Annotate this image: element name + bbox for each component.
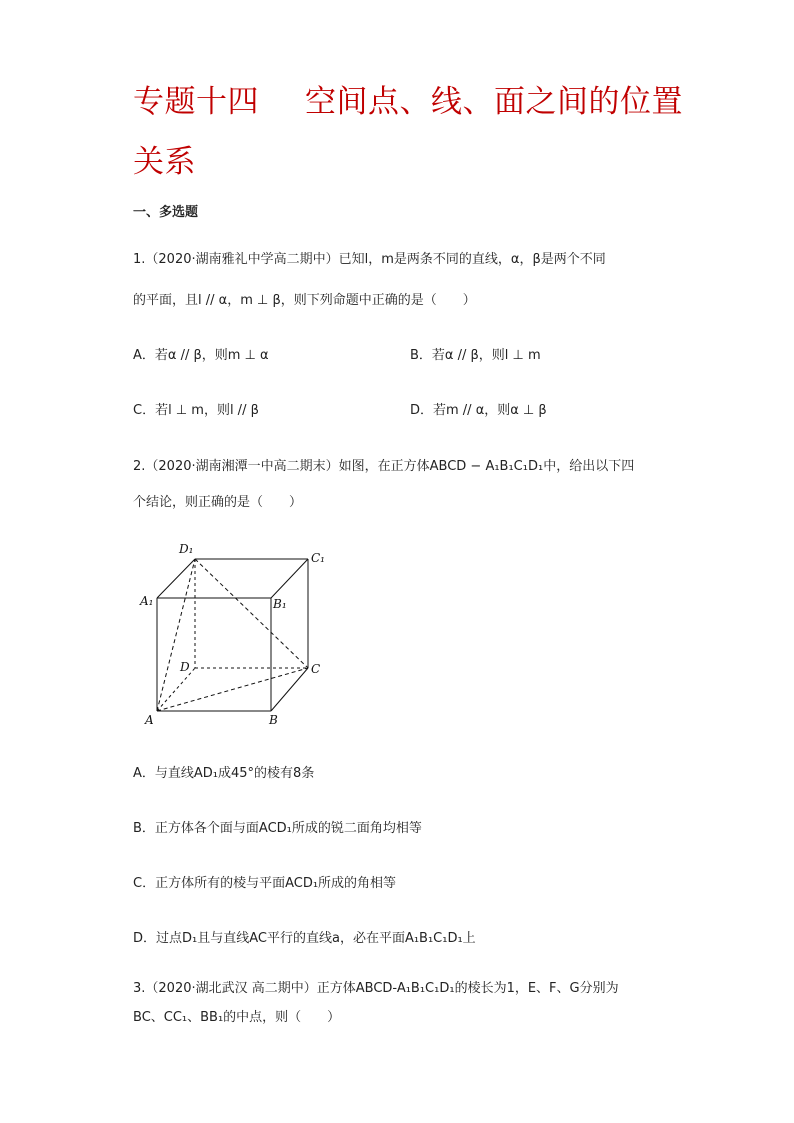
section-heading: 一、多选题 bbox=[133, 205, 199, 220]
q1-option-c: C．若l ⊥ m，则l // β bbox=[133, 403, 259, 418]
vertex-label-a1: A₁ bbox=[140, 594, 154, 608]
q2-option-a: A．与直线AD₁成45°的棱有8条 bbox=[133, 766, 315, 781]
cube-figure bbox=[138, 535, 338, 730]
vertex-label-a: A bbox=[145, 713, 154, 727]
q1-option-d: D．若m // α，则α ⊥ β bbox=[410, 403, 547, 418]
vertex-label-c1: C₁ bbox=[311, 551, 325, 565]
q3-stem-line1: 3.（2020·湖北武汉 高二期中）正方体ABCD-A₁B₁C₁D₁的棱长为1，E、F、G分别为 bbox=[133, 981, 619, 996]
page-title bbox=[133, 76, 683, 121]
edge-bc bbox=[271, 668, 308, 711]
title-topic-name: 空间点、线、面之间的位置 bbox=[305, 84, 683, 120]
vertex-label-d: D bbox=[180, 660, 190, 674]
vertex-label-b: B bbox=[269, 713, 278, 727]
segment-ad1 bbox=[157, 559, 195, 711]
q1-stem-line2: 的平面，且l // α，m ⊥ β，则下列命题中正确的是（ ） bbox=[133, 293, 476, 308]
segment-ac bbox=[157, 668, 308, 711]
q3-stem-line2: BC、CC₁、BB₁的中点，则（ ） bbox=[133, 1010, 341, 1025]
q1-stem-line1: 1.（2020·湖南雅礼中学高二期中）已知l，m是两条不同的直线，α，β是两个不同 bbox=[133, 252, 606, 267]
vertex-label-b1: B₁ bbox=[273, 597, 287, 611]
page-title-continued: 关系 bbox=[133, 144, 196, 180]
q2-stem-line2: 个结论，则正确的是（ ） bbox=[133, 495, 303, 510]
q2-option-b: B．正方体各个面与面ACD₁所成的锐二面角均相等 bbox=[133, 821, 422, 836]
q1-option-b: B．若α // β，则l ⊥ m bbox=[410, 348, 541, 363]
q2-option-d: D．过点D₁且与直线AC平行的直线a，必在平面A₁B₁C₁D₁上 bbox=[133, 931, 476, 946]
vertex-label-c: C bbox=[311, 662, 321, 676]
q2-stem-line1: 2.（2020·湖南湘潭一中高二期末）如图，在正方体ABCD − A₁B₁C₁D₁中，给出以下四 bbox=[133, 459, 635, 474]
edge-b1c1 bbox=[271, 559, 308, 598]
q2-option-c: C．正方体所有的棱与平面ACD₁所成的角相等 bbox=[133, 876, 397, 891]
segment-d1c bbox=[195, 559, 308, 668]
q1-option-a: A．若α // β，则m ⊥ α bbox=[133, 348, 269, 363]
title-topic-number: 专题十四 bbox=[133, 84, 259, 120]
edge-a1d1 bbox=[157, 559, 195, 598]
vertex-label-d1: D₁ bbox=[179, 542, 194, 556]
